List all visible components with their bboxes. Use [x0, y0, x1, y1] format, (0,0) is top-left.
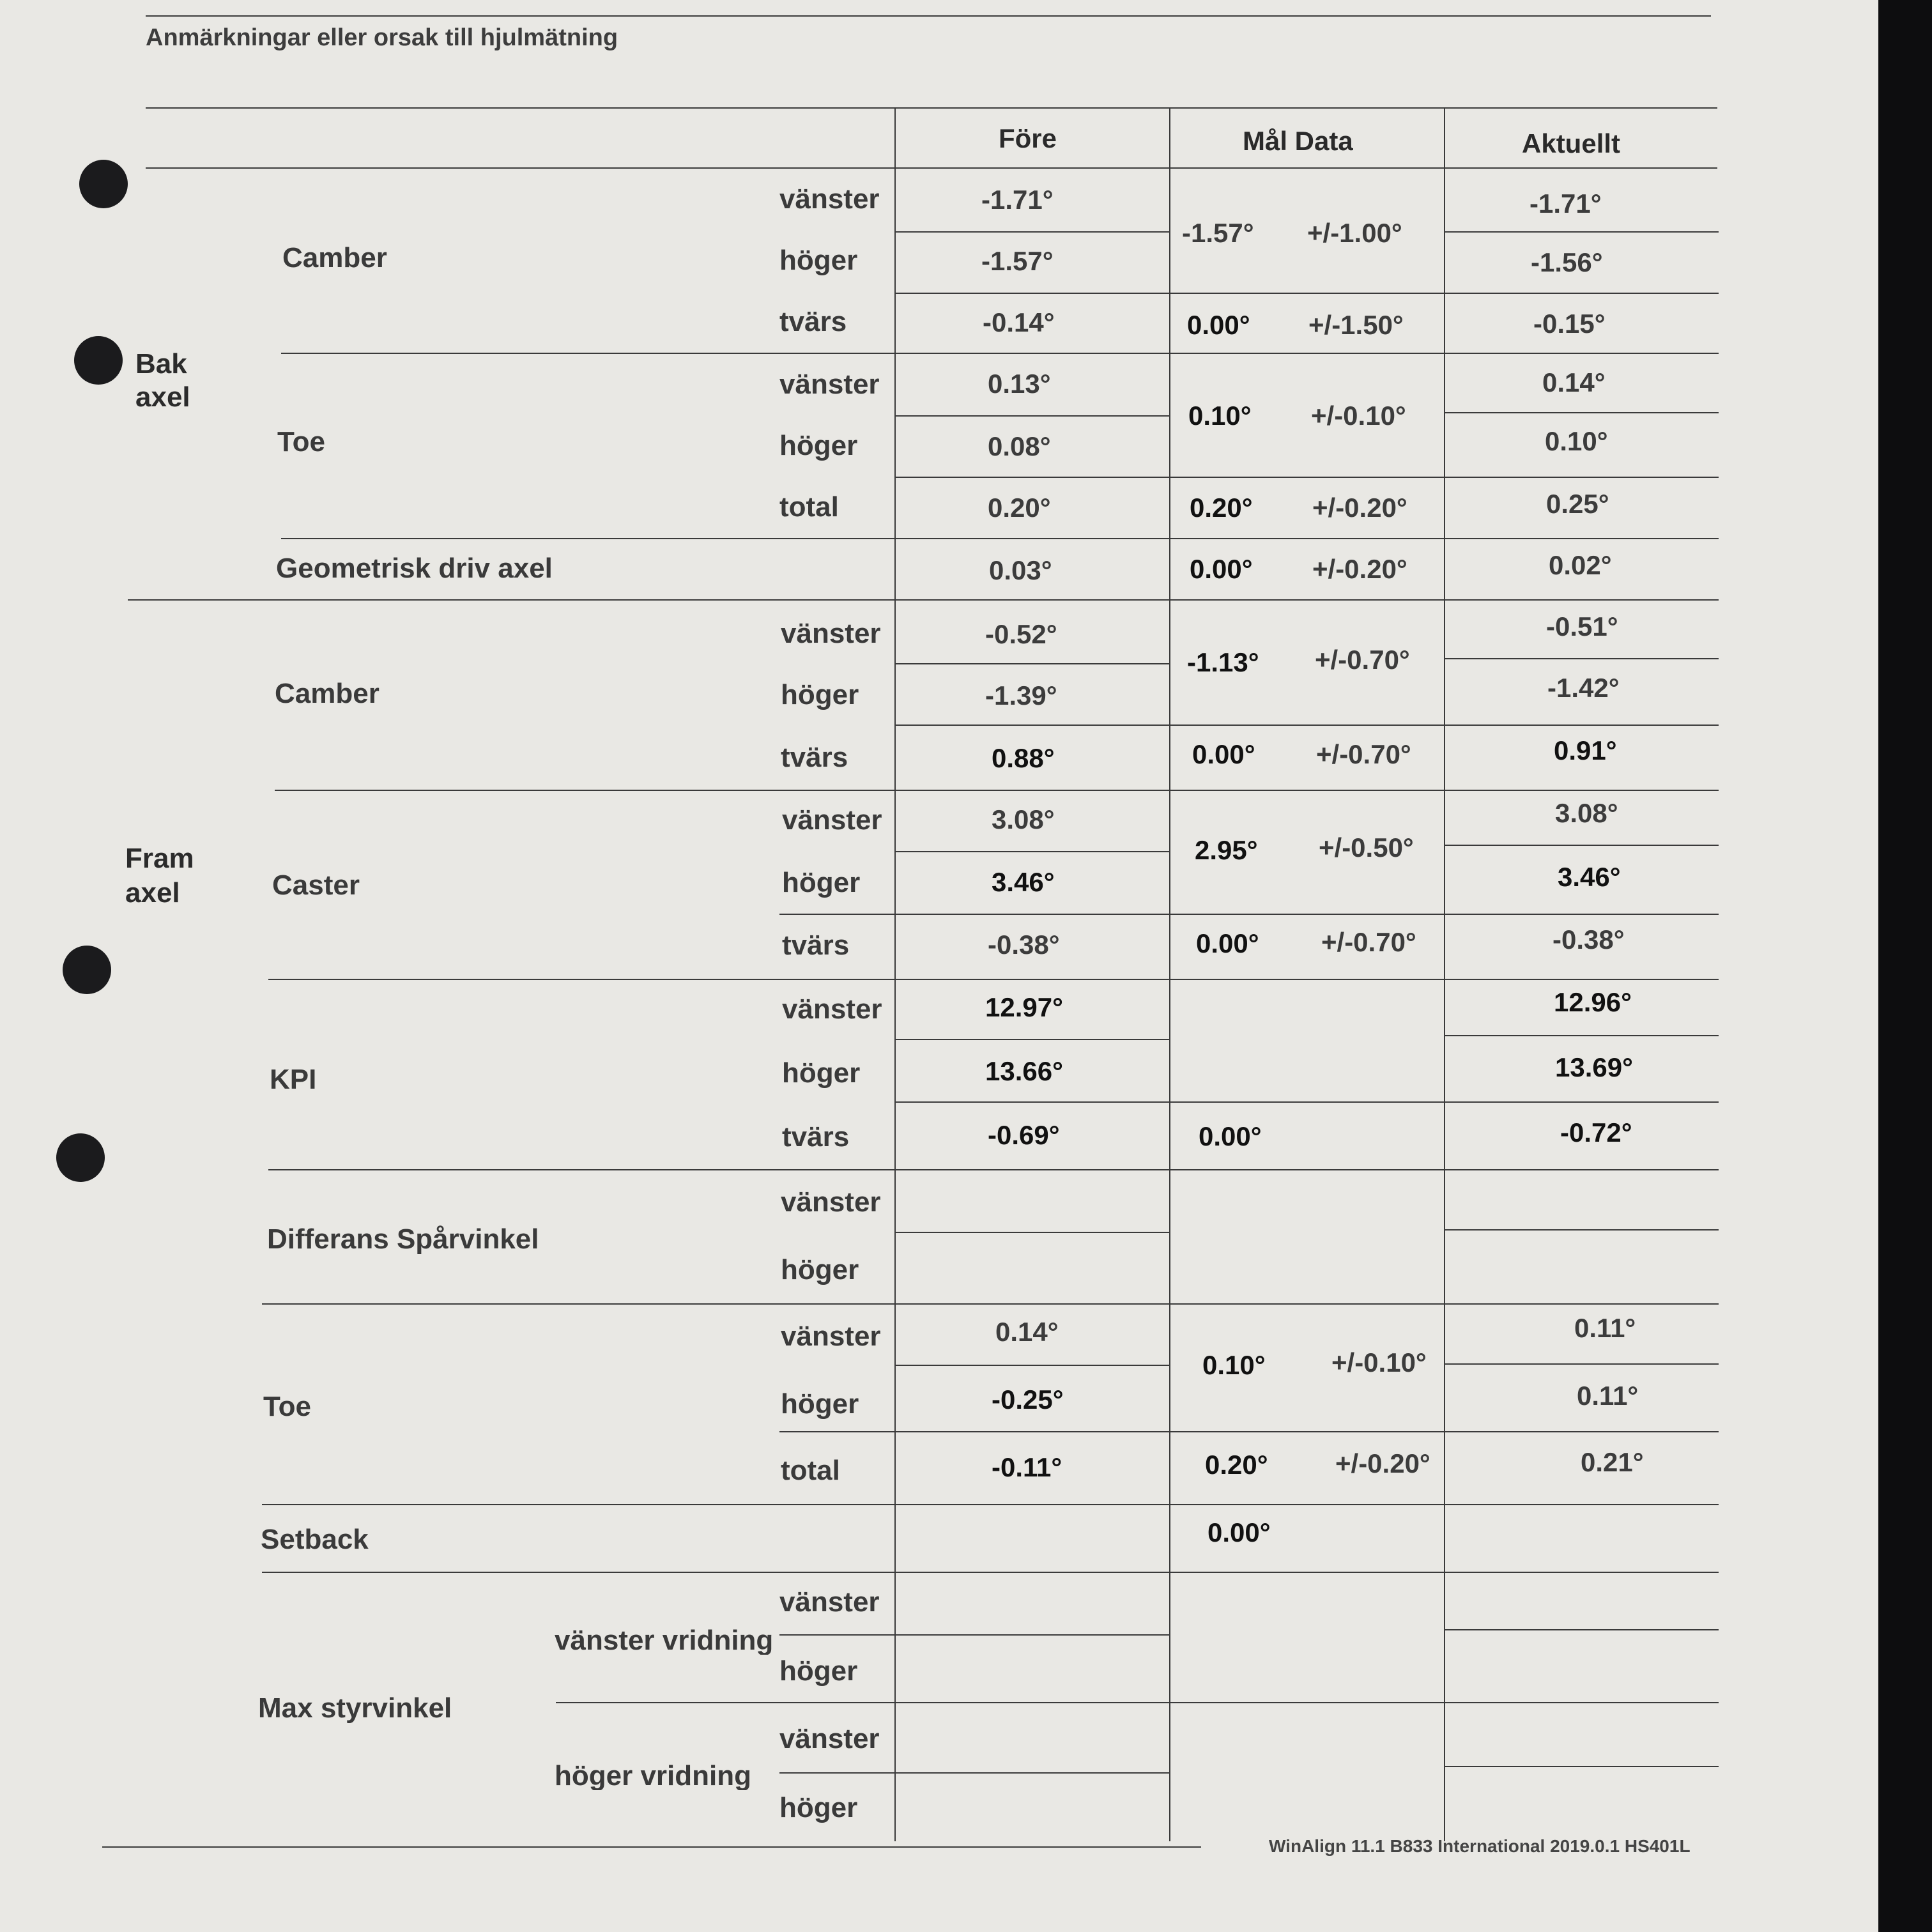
side-label: vänster	[781, 1186, 881, 1218]
target-value: 0.00°	[1192, 739, 1255, 769]
target-value: 0.10°	[1202, 1350, 1266, 1380]
group-label-setback: Setback	[261, 1524, 369, 1555]
column-header-mal-data: Mål Data	[1243, 126, 1353, 156]
front-axle-label: Fram	[125, 843, 194, 874]
side-label: höger	[779, 245, 858, 276]
rear-axle-label: axel	[135, 381, 190, 413]
value-aktuellt: 0.91°	[1554, 735, 1617, 765]
target-value: 0.00°	[1190, 554, 1253, 584]
value-aktuellt: -0.15°	[1533, 309, 1606, 339]
side-label: vänster	[782, 804, 882, 836]
group-label-kpi: KPI	[270, 1064, 317, 1095]
target-tolerance: +/-0.20°	[1312, 554, 1407, 584]
value-fore: -0.25°	[992, 1384, 1064, 1414]
value-aktuellt: 13.69°	[1555, 1052, 1633, 1082]
value-aktuellt: -1.42°	[1547, 673, 1620, 703]
binder-hole	[79, 160, 128, 208]
value-fore: -0.52°	[985, 619, 1057, 649]
column-header-fore: Före	[999, 123, 1057, 153]
value-fore: 0.13°	[988, 369, 1051, 399]
side-label: vänster	[781, 618, 881, 649]
group-label-geometric-drive-axle: Geometrisk driv axel	[276, 553, 553, 584]
binder-hole	[56, 1133, 105, 1182]
value-aktuellt: 3.46°	[1558, 862, 1621, 892]
group-label-caster: Caster	[272, 870, 360, 901]
side-label: vänster	[779, 1586, 880, 1618]
value-fore: -1.71°	[981, 185, 1054, 215]
value-fore: -0.69°	[988, 1120, 1060, 1150]
side-label: total	[781, 1455, 840, 1486]
side-label: höger	[782, 867, 861, 898]
target-tolerance: +/-0.20°	[1312, 493, 1407, 523]
value-aktuellt: 0.25°	[1546, 489, 1609, 519]
side-label: vänster	[781, 1321, 881, 1352]
side-label: vänster	[782, 993, 882, 1025]
subgroup-label-left-turn: vänster vridning	[555, 1627, 774, 1655]
value-aktuellt: -0.72°	[1560, 1117, 1632, 1147]
target-value: 0.10°	[1188, 401, 1252, 431]
target-value: 0.00°	[1196, 928, 1259, 958]
side-label: tvärs	[782, 1121, 850, 1153]
value-aktuellt: 12.96°	[1554, 987, 1632, 1017]
side-label: total	[779, 491, 839, 523]
value-fore: -0.14°	[983, 307, 1055, 337]
value-aktuellt: 0.21°	[1581, 1447, 1644, 1477]
subgroup-label-right-turn: höger vridning	[555, 1762, 751, 1790]
target-value: -1.13°	[1187, 647, 1259, 677]
value-aktuellt: -1.56°	[1531, 247, 1603, 277]
target-value: 0.00°	[1208, 1517, 1271, 1547]
target-tolerance: +/-0.50°	[1319, 832, 1414, 862]
value-aktuellt: 0.14°	[1542, 367, 1606, 397]
target-tolerance: +/-0.70°	[1315, 645, 1410, 675]
side-label: tvärs	[782, 930, 850, 961]
target-tolerance: +/-0.10°	[1311, 401, 1406, 431]
value-fore: 3.08°	[992, 804, 1055, 834]
value-aktuellt: 0.11°	[1574, 1313, 1636, 1343]
value-fore: 12.97°	[985, 992, 1063, 1022]
rear-axle-label: Bak	[135, 348, 187, 379]
value-fore: -0.38°	[988, 930, 1060, 960]
group-label-max-steering-angle: Max styrvinkel	[258, 1692, 452, 1724]
target-tolerance: +/-0.10°	[1331, 1347, 1427, 1377]
side-label: tvärs	[781, 742, 848, 773]
front-axle-label: axel	[125, 877, 180, 908]
remarks-label: Anmärkningar eller orsak till hjulmätning	[146, 24, 618, 51]
value-fore: 0.88°	[992, 743, 1055, 773]
side-label: vänster	[779, 183, 880, 215]
value-fore: 13.66°	[985, 1056, 1063, 1086]
target-value: 0.20°	[1190, 493, 1253, 523]
target-value: 0.00°	[1187, 310, 1250, 340]
binder-hole	[74, 336, 123, 385]
side-label: höger	[781, 1388, 859, 1420]
target-value: -1.57°	[1182, 218, 1254, 248]
column-header-aktuellt: Aktuellt	[1522, 128, 1621, 158]
side-label: tvärs	[779, 306, 847, 337]
value-fore: 3.46°	[992, 867, 1055, 897]
value-fore: -0.11°	[992, 1452, 1062, 1482]
group-label-rear-camber: Camber	[282, 242, 387, 273]
value-aktuellt: -0.38°	[1552, 924, 1625, 954]
target-tolerance: +/-0.20°	[1335, 1448, 1430, 1478]
target-tolerance: +/-0.70°	[1321, 927, 1416, 957]
group-label-front-camber: Camber	[275, 678, 379, 709]
target-value: 2.95°	[1195, 835, 1258, 865]
software-version-footer: WinAlign 11.1 B833 International 2019.0.1 HS401L	[1269, 1836, 1690, 1856]
value-fore: 0.20°	[988, 493, 1051, 523]
side-label: höger	[779, 430, 858, 461]
side-label: vänster	[779, 369, 880, 400]
value-aktuellt: 0.02°	[1549, 550, 1612, 580]
value-aktuellt: -1.71°	[1529, 188, 1602, 218]
side-label: höger	[781, 1254, 859, 1285]
target-tolerance: +/-1.50°	[1308, 310, 1404, 340]
value-aktuellt: 3.08°	[1555, 798, 1618, 828]
side-label: höger	[779, 1792, 858, 1823]
value-fore: 0.08°	[988, 431, 1051, 461]
target-value: 0.00°	[1199, 1121, 1262, 1151]
target-tolerance: +/-1.00°	[1307, 218, 1402, 248]
group-label-front-toe: Toe	[263, 1391, 311, 1422]
value-fore: -1.57°	[981, 246, 1054, 276]
group-label-toe-angle-difference: Differans Spårvinkel	[267, 1223, 539, 1255]
side-label: höger	[782, 1057, 861, 1089]
value-aktuellt: 0.10°	[1545, 426, 1608, 456]
value-fore: 0.14°	[995, 1317, 1059, 1347]
target-value: 0.20°	[1205, 1450, 1268, 1480]
value-fore: -1.39°	[985, 680, 1057, 710]
binder-hole	[63, 946, 111, 994]
value-fore: 0.03°	[989, 555, 1052, 585]
side-label: vänster	[779, 1723, 880, 1754]
value-aktuellt: -0.51°	[1546, 611, 1618, 641]
value-aktuellt: 0.11°	[1577, 1381, 1639, 1411]
side-label: höger	[781, 679, 859, 710]
side-label: höger	[779, 1655, 858, 1687]
group-label-rear-toe: Toe	[277, 426, 325, 457]
target-tolerance: +/-0.70°	[1316, 739, 1411, 769]
